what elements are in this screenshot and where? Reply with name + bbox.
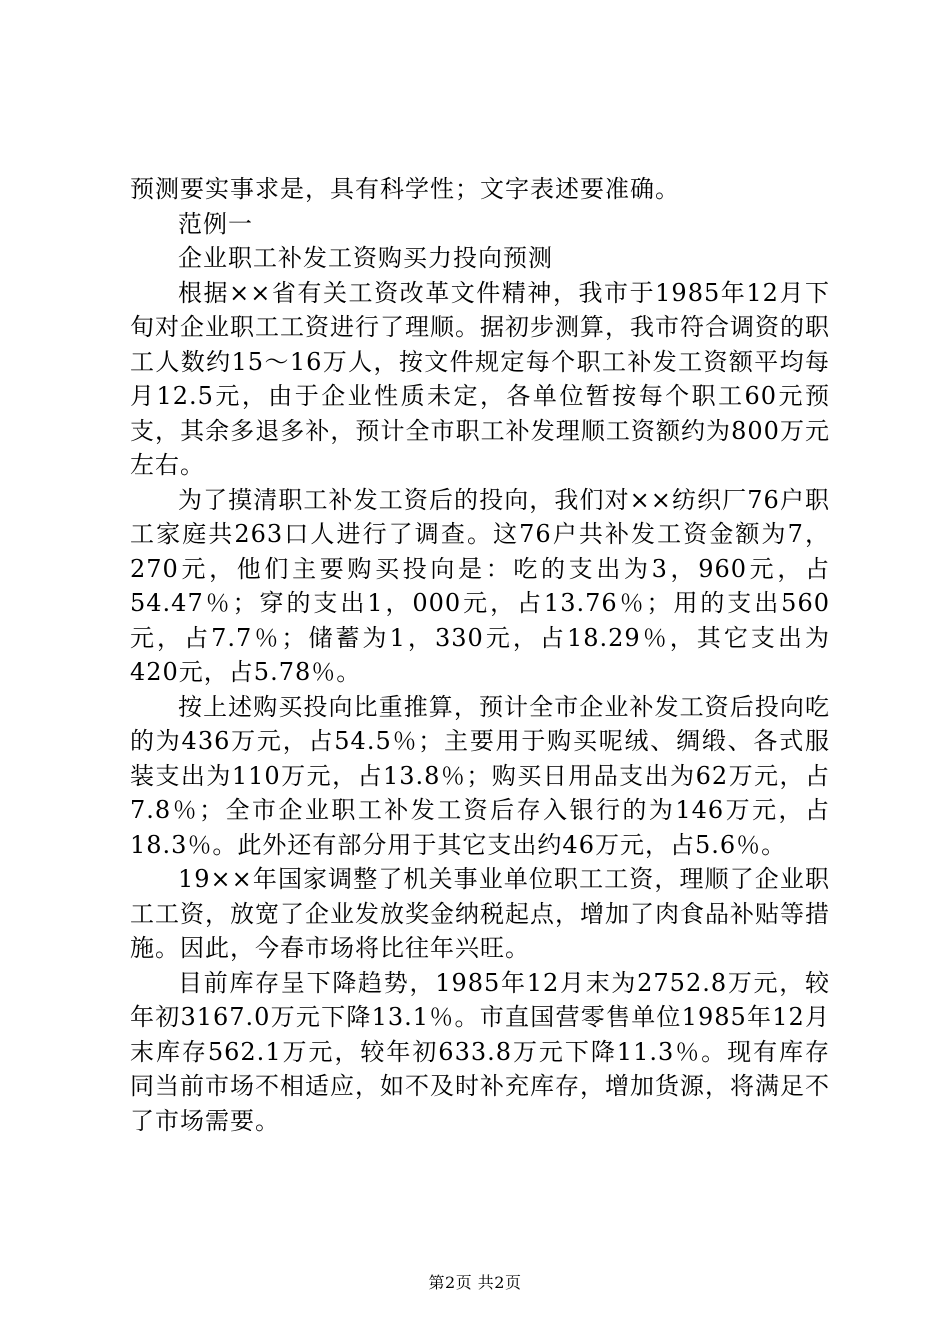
paragraph-inventory: 目前库存呈下降趋势，1985年12月末为2752.8万元，较年初3167.0万元下降13.1％。市直国营零售单位1985年12月末库存562.1万元，较年初633.8万元下降11.3％。现有库存同当前市场不相适应，如不及时补充库存，增加货源，将满足不了市场需要。 xyxy=(130,968,830,1135)
paragraph-policy: 19××年国家调整了机关事业单位职工工资，理顺了企业职工工资，放宽了企业发放奖金纳税起点，增加了肉食品补贴等措施。因此，今春市场将比往年兴旺。 xyxy=(130,865,830,962)
paragraph-background: 根据××省有关工资改革文件精神，我市于1985年12月下旬对企业职工工资进行了理顺。据初步测算，我市符合调资的职工人数约15～16万人，按文件规定每个职工补发工资额平均每月12.5元，由于企业性质未定，各单位暂按每个职工60元预支，其余多退多补，预计全市职工补发理顺工资额约为800万元左右。 xyxy=(130,278,830,479)
paragraph-projection: 按上述购买投向比重推算，预计全市企业补发工资后投向吃的为436万元，占54.5％；主要用于购买呢绒、绸缎、各式服装支出为110万元，占13.8％；购买日用品支出为62万元，占7.8％；全市企业职工补发工资后存入银行的为146万元，占18.3％。此外还有部分用于其它支出约46万元，占5.6％。 xyxy=(130,692,830,859)
document-body xyxy=(130,172,830,1138)
paragraph-survey: 为了摸清职工补发工资后的投向，我们对××纺织厂76户职工家庭共263口人进行了调查。这76户共补发工资金额为7，270元，他们主要购买投向是：吃的支出为3，960元，占54.47％；穿的支出1，000元，占13.76％；用的支出560元，占7.7％；储蓄为1，330元，占18.29％，其它支出为420元，占5.78％。 xyxy=(130,485,830,686)
example-title: 企业职工补发工资购买力投向预测 xyxy=(178,244,553,272)
page-footer: 第2页 共2页 xyxy=(428,1273,522,1292)
text-line-conclusion: 预测要实事求是，具有科学性；文字表述要准确。 xyxy=(130,175,680,203)
example-heading: 范例一 xyxy=(178,209,253,238)
